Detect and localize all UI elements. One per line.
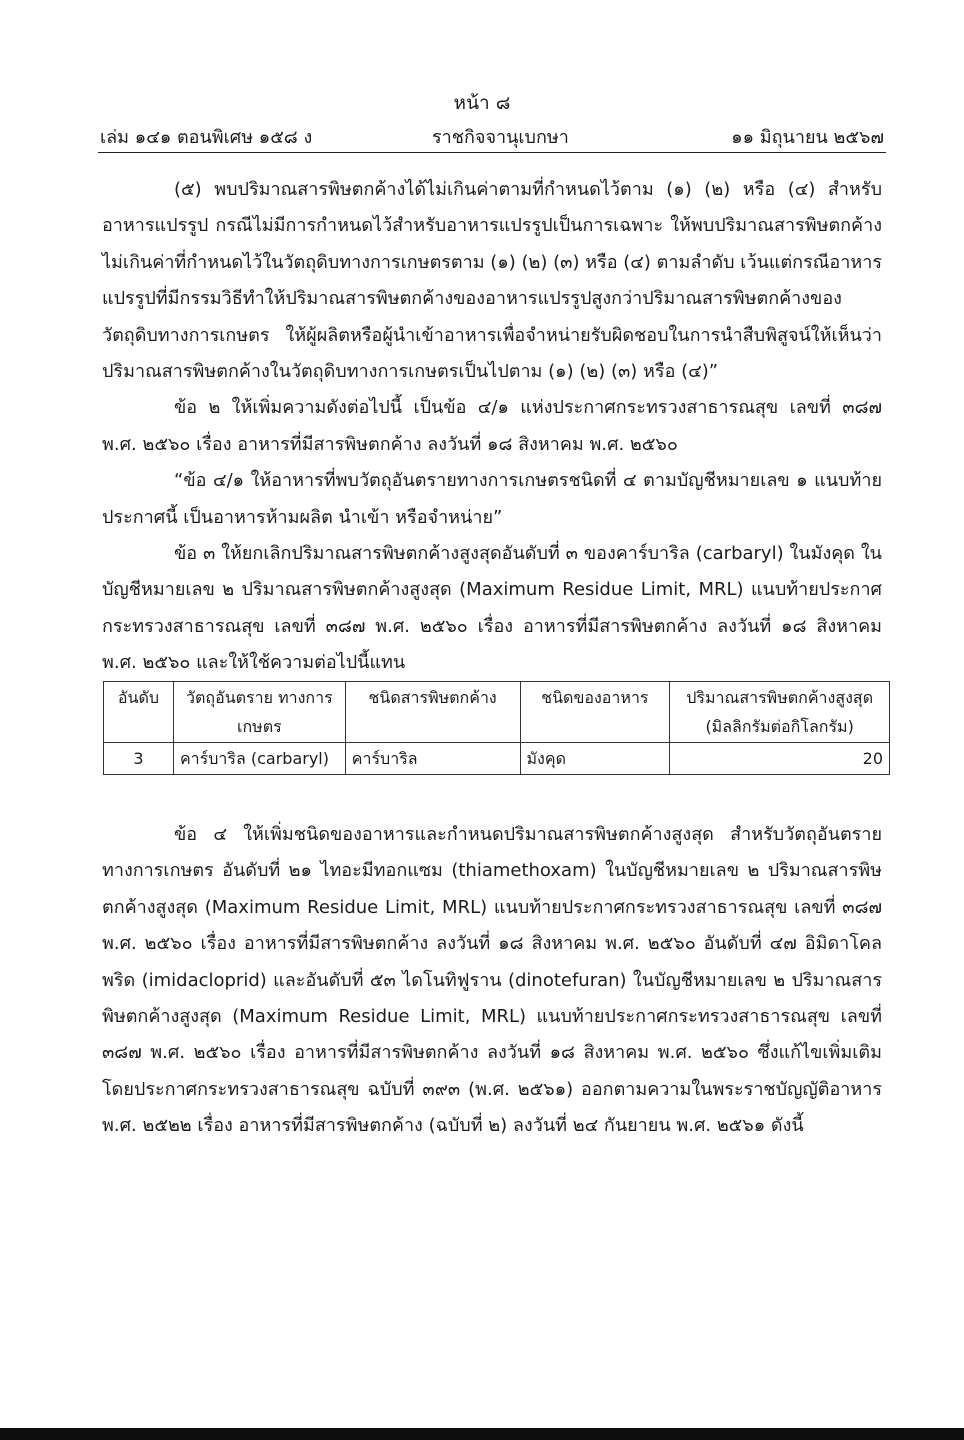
page-number: หน้า ๘ <box>453 92 511 114</box>
table-row <box>104 743 890 775</box>
paragraph-clause-3: ข้อ ๓ ให้ยกเลิกปริมาณสารพิษตกค้างสูงสุดอันดับที่ ๓ ของคาร์บาริล (carbaryl) ในมังคุด ในบัญชีหมายเลข ๒ ปริมาณสารพิษตกค้างสูงสุด (Maximum Residue Limit, MRL) แนบท้ายประกาศกระทรวงสาธารณสุข เลขที่ ๓๘๗ พ.ศ. ๒๕๖๐ เรื่อง อาหารที่มีสารพิษตกค้าง ลงวันที่ ๑๘ สิงหาคม พ.ศ. ๒๕๖๐ และให้ใช้ความต่อไปนี้แทน <box>102 543 882 674</box>
cell-residue-type: คาร์บาริล <box>345 743 520 775</box>
header-divider <box>98 152 886 153</box>
volume-issue: เล่ม ๑๔๑ ตอนพิเศษ ๑๕๘ ง <box>100 127 313 148</box>
body-text-bottom <box>102 817 882 1145</box>
column-header-hazardous-substance: วัตถุอันตราย ทางการเกษตร <box>173 682 345 743</box>
table-header-row <box>104 682 890 743</box>
paragraph-clause-4: ข้อ ๔ ให้เพิ่มชนิดของอาหารและกำหนดปริมาณสารพิษตกค้างสูงสุด สำหรับวัตถุอันตรายทางการเกษตร อันดับที่ ๒๑ ไทอะมีทอกแซม (thiamethoxam) ในบัญชีหมายเลข ๒ ปริมาณสารพิษตกค้างสูงสุด (Maximum Residue Limit, MRL) แนบท้ายประกาศกระทรวงสาธารณสุข เลขที่ ๓๘๗ พ.ศ. ๒๕๖๐ เรื่อง อาหารที่มีสารพิษตกค้าง ลงวันที่ ๑๘ สิงหาคม พ.ศ. ๒๕๖๐ อันดับที่ ๔๗ อิมิดาโคลพริด (imidacloprid) และอันดับที่ ๕๓ ไดโนทิฟูราน (dinotefuran) ในบัญชีหมายเลข ๒ ปริมาณสารพิษตกค้างสูงสุด (Maximum Residue Limit, MRL) แนบท้ายประกาศกระทรวงสาธารณสุข เลขที่ ๓๘๗ พ.ศ. ๒๕๖๐ เรื่อง อาหารที่มีสารพิษตกค้าง ลงวันที่ ๑๘ สิงหาคม พ.ศ. ๒๕๖๐ ซึ่งแก้ไขเพิ่มเติมโดยประกาศกระทรวงสาธารณสุข ฉบับที่ ๓๙๓ (พ.ศ. ๒๕๖๑) ออกตามความในพระราชบัญญัติอาหาร พ.ศ. ๒๕๒๒ เรื่อง อาหารที่มีสารพิษตกค้าง (ฉบับที่ ๒) ลงวันที่ ๒๔ กันยายน พ.ศ. ๒๕๖๑ ดังนี้ <box>102 824 882 1137</box>
cell-hazardous-substance: คาร์บาริล (carbaryl) <box>173 743 345 775</box>
gazette-header <box>100 120 884 152</box>
column-header-food-type: ชนิดของอาหาร <box>520 682 670 743</box>
column-header-residue-type: ชนิดสารพิษตกค้าง <box>345 682 520 743</box>
column-header-rank: อันดับ <box>104 682 174 743</box>
paragraph-clause-2: ข้อ ๒ ให้เพิ่มความดังต่อไปนี้ เป็นข้อ ๔/๑ แห่งประกาศกระทรวงสาธารณสุข เลขที่ ๓๘๗ พ.ศ. ๒๕๖๐ เรื่อง อาหารที่มีสารพิษตกค้าง ลงวันที่ ๑๘ สิงหาคม พ.ศ. ๒๕๖๐ <box>102 397 882 455</box>
column-header-mrl: ปริมาณสารพิษตกค้างสูงสุด (มิลลิกรัมต่อกิโลกรัม) <box>670 682 890 743</box>
cell-food-type: มังคุด <box>520 743 670 775</box>
cell-rank: 3 <box>104 743 174 775</box>
bottom-edge-bar <box>0 1428 964 1440</box>
paragraph-clause-4-1: “ข้อ ๔/๑ ให้อาหารที่พบวัตถุอันตรายทางการเกษตรชนิดที่ ๔ ตามบัญชีหมายเลข ๑ แนบท้ายประกาศนี้ เป็นอาหารห้ามผลิต นำเข้า หรือจำหน่าย” <box>102 470 882 528</box>
body-text-top <box>102 172 882 682</box>
cell-mrl: 20 <box>670 743 890 775</box>
publication-date: ๑๑ มิถุนายน ๒๕๖๗ <box>731 127 884 148</box>
paragraph-item-5: (๕) พบปริมาณสารพิษตกค้างได้ไม่เกินค่าตามที่กำหนดไว้ตาม (๑) (๒) หรือ (๔) สำหรับอาหารแปรรูป กรณีไม่มีการกำหนดไว้สำหรับอาหารแปรรูปเป็นการเฉพาะ ให้พบปริมาณสารพิษตกค้างไม่เกินค่าที่กำหนดไว้ในวัตถุดิบทางการเกษตรตาม (๑) (๒) (๓) หรือ (๔) ตามลำดับ เว้นแต่กรณีอาหารแปรรูปที่มีกรรมวิธีทำให้ปริมาณสารพิษตกค้างของอาหารแปรรูปสูงกว่าปริมาณสารพิษตกค้างของวัตถุดิบทางการเกษตร ให้ผู้ผลิตหรือผู้นำเข้าอาหารเพื่อจำหน่ายรับผิดชอบในการนำสืบพิสูจน์ให้เห็นว่าปริมาณสารพิษตกค้างในวัตถุดิบทางการเกษตรเป็นไปตาม (๑) (๒) (๓) หรือ (๔)” <box>102 179 882 383</box>
mrl-table <box>103 681 890 775</box>
gazette-name: ราชกิจจานุเบกษา <box>432 127 569 148</box>
